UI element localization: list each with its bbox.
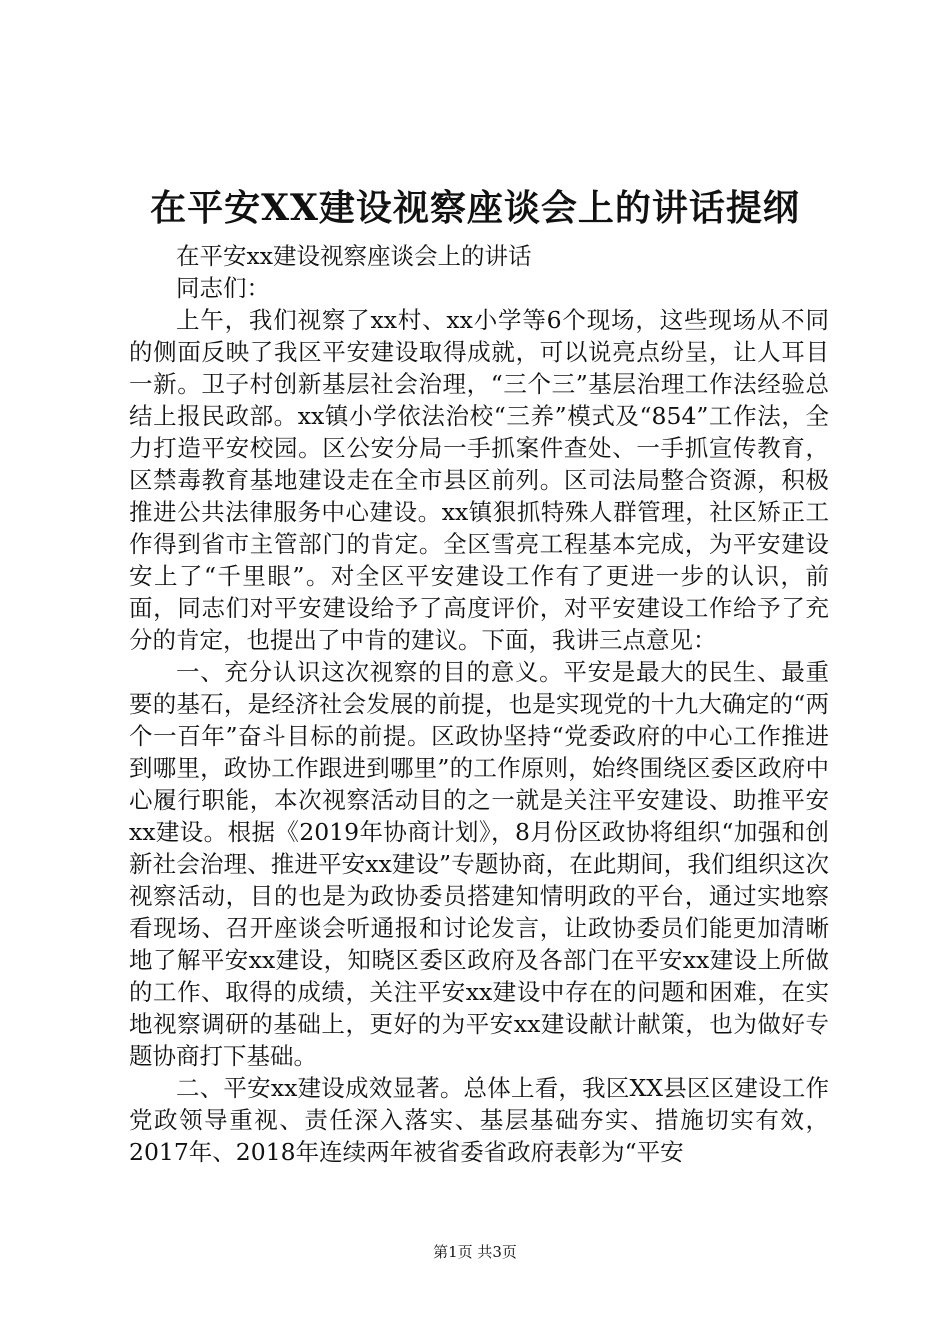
- salutation-paragraph: 同志们：: [176, 274, 270, 302]
- page-number-footer: 第1页 共3页: [433, 1243, 517, 1261]
- body-paragraph: 二、平安xx建设成效显著。总体上看，我区XX县区区建设工作党政领导重视、责任深入落实、基层基础夯实、措施切实有效，2017年、2018年连续两年被省委省政府表彰为“平安: [129, 1074, 829, 1166]
- subtitle-paragraph: 在平安xx建设视察座谈会上的讲话: [176, 242, 532, 270]
- document-title: 在平安XX建设视察座谈会上的讲话提纲: [150, 187, 800, 229]
- body-paragraph: 上午，我们视察了xx村、xx小学等6个现场，这些现场从不同的侧面反映了我区平安建设取得成就，可以说亮点纷呈，让人耳目一新。卫子村创新基层社会治理，“三个三”基层治理工作法经验总结上报民政部。xx镇小学依法治校“三养”模式及“854”工作法，全力打造平安校园。区公安分局一手抓案件查处、一手抓宣传教育，区禁毒教育基地建设走在全市县区前列。区司法局整合资源，积极推进公共法律服务中心建设。xx镇狠抓特殊人群管理，社区矫正工作得到省市主管部门的肯定。全区雪亮工程基本完成，为平安建设安上了“千里眼”。对全区平安建设工作有了更进一步的认识，前面，同志们对平安建设给予了高度评价，对平安建设工作给予了充分的肯定，也提出了中肯的建议。下面，我讲三点意见：: [129, 306, 829, 654]
- body-paragraph: 一、充分认识这次视察的目的意义。平安是最大的民生、最重要的基石，是经济社会发展的前提，也是实现党的十九大确定的“两个一百年”奋斗目标的前提。区政协坚持“党委政府的中心工作推进到哪里，政协工作跟进到哪里”的工作原则，始终围绕区委区政府中心履行职能，本次视察活动目的之一就是关注平安建设、助推平安xx建设。根据《2019年协商计划》，8月份区政协将组织“加强和创新社会治理、推进平安xx建设”专题协商，在此期间，我们组织这次视察活动，目的也是为政协委员搭建知情明政的平台，通过实地察看现场、召开座谈会听通报和讨论发言，让政协委员们能更加清晰地了解平安xx建设，知晓区委区政府及各部门在平安xx建设上所做的工作、取得的成绩，关注平安xx建设中存在的问题和困难，在实地视察调研的基础上，更好的为平安xx建设献计献策，也为做好专题协商打下基础。: [129, 658, 829, 1070]
- document-body: [129, 240, 829, 1168]
